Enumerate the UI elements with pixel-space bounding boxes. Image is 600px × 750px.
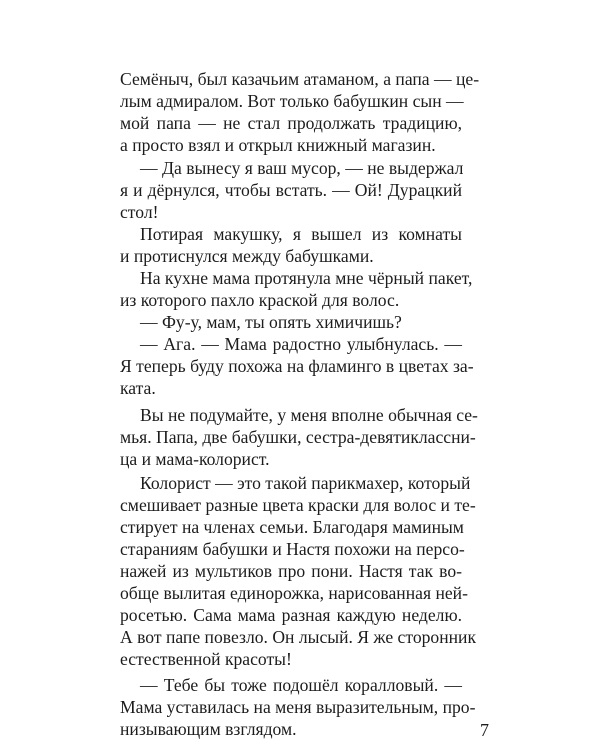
- text-line: стараниям бабушки и Настя похожи на персо-: [120, 539, 465, 559]
- text-line: естественной красоты!: [120, 649, 292, 669]
- text-line: обще вылитая единорожка, нарисованная ней-: [120, 583, 468, 603]
- text-line: мья. Папа, две бабушки, сестра-девятиклассни-: [120, 427, 476, 447]
- text-line: Семёныч, был казачьим атаманом, а папа — це-: [120, 69, 480, 89]
- text-line: из которого пахло краской для волос.: [120, 290, 400, 310]
- text-line: Вы не подумайте, у меня вполне обычная се-: [140, 405, 478, 425]
- page-number-visible: 7: [480, 720, 489, 740]
- text-line: ца и мама-колорист.: [120, 449, 270, 469]
- text-line: я и дёрнулся, чтобы встать. — Ой! Дурацкий: [120, 180, 462, 200]
- text-line: нажей из мультиков про пони. Настя так во-: [120, 561, 462, 581]
- text-line: лым адмиралом. Вот только бабушкин сын —: [120, 91, 464, 111]
- text-line: ката.: [120, 378, 156, 398]
- text-line: — Да вынесу я ваш мусор, — не выдержал: [140, 158, 464, 178]
- text-line: мой папа — не стал продолжать традицию,: [120, 113, 462, 133]
- text-line: — Тебе бы тоже подошёл коралловый. —: [140, 675, 462, 695]
- text-line: смешивает разные цвета краски для волос и те-: [120, 495, 476, 515]
- text-line: На кухне мама протянула мне чёрный пакет,: [140, 268, 473, 288]
- text-line: росетью. Сама мама разная каждую неделю.: [120, 605, 462, 625]
- text-line: Колорист — это такой парикмахер, который: [140, 473, 471, 493]
- text-line: а просто взял и открыл книжный магазин.: [120, 135, 436, 155]
- text-line: А вот папе повезло. Он лысый. Я же сторонник: [120, 627, 476, 647]
- text-line: Потирая макушку, я вышел из комнаты: [140, 224, 462, 244]
- text-line: Я теперь буду похожа на фламинго в цветах за-: [120, 356, 474, 376]
- text-line: стол!: [120, 202, 159, 222]
- text-line: и протиснулся между бабушками.: [120, 246, 374, 266]
- text-line: — Ага. — Мама радостно улыбнулась. —: [140, 334, 462, 354]
- text-line: — Фу-у, мам, ты опять химичишь?: [140, 312, 402, 332]
- text-line: стирует на членах семьи. Благодаря маминым: [120, 517, 464, 537]
- text-line: низывающим взглядом.: [120, 719, 297, 739]
- text-line: Мама уставилась на меня выразительным, про-: [120, 697, 476, 717]
